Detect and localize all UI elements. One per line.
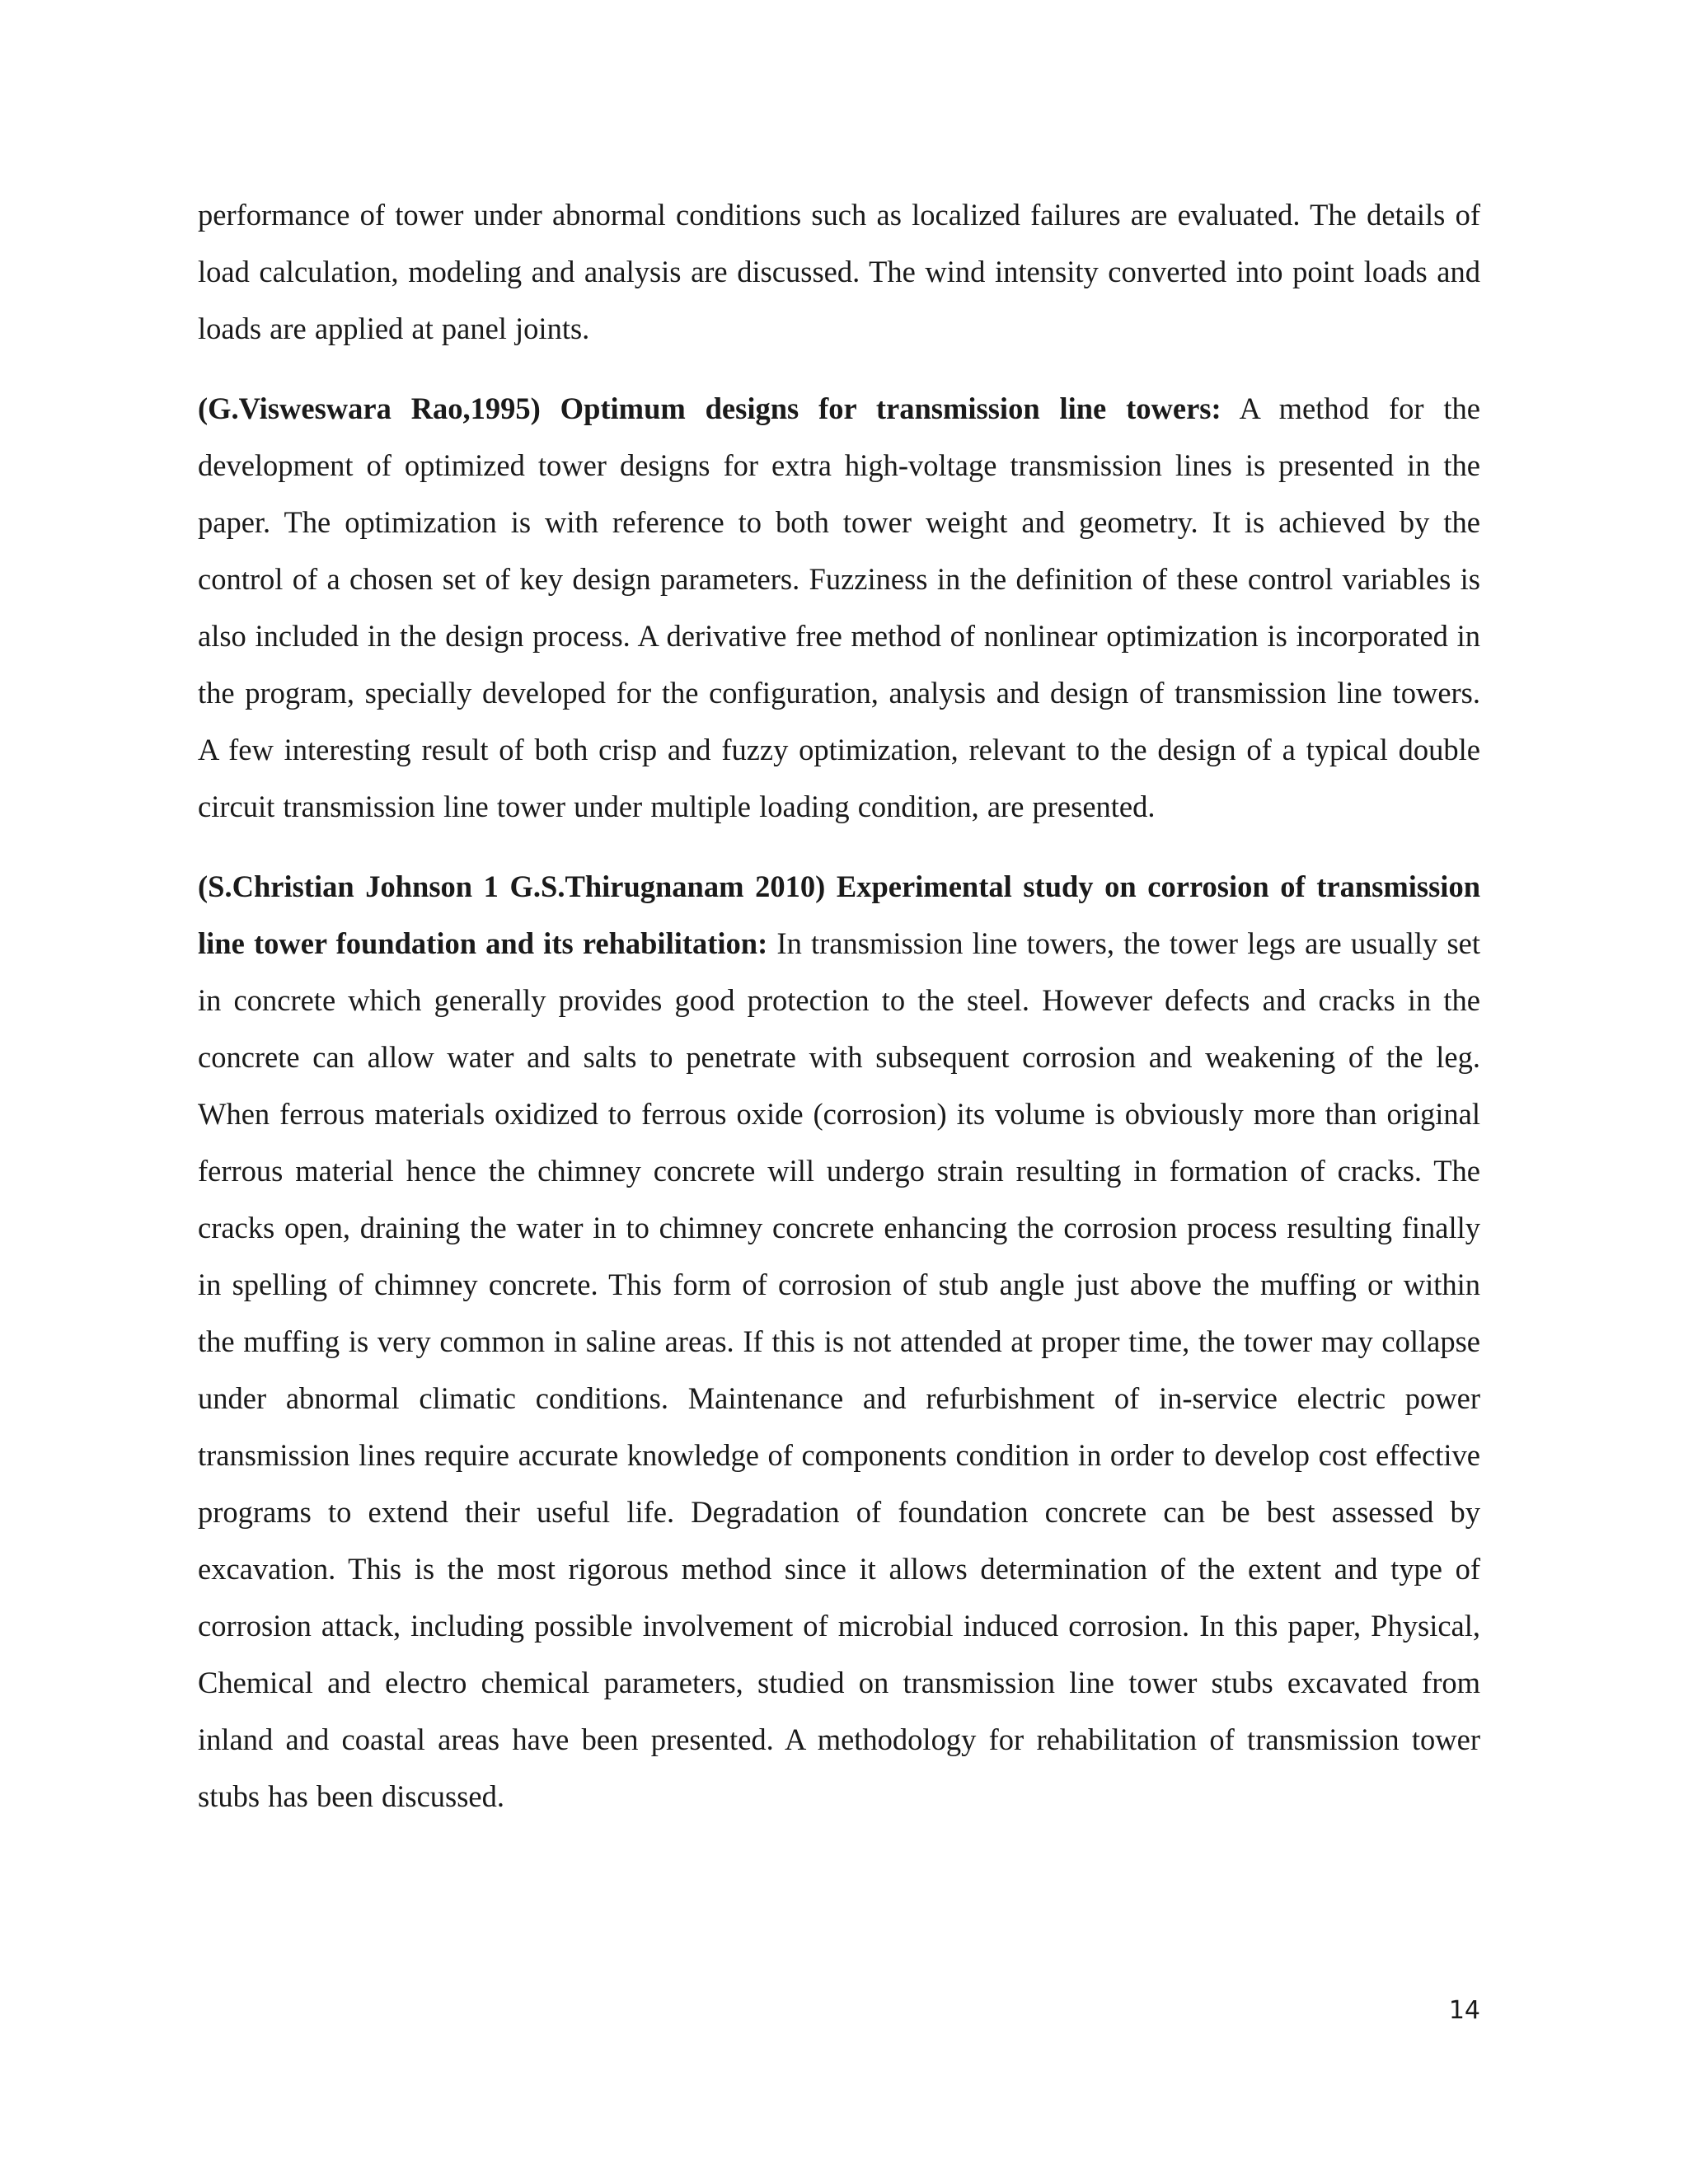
page-number: 14	[1448, 1996, 1480, 2025]
paragraph-continuation	[198, 186, 1480, 357]
paragraph-body: performance of tower under abnormal conditions such as localized failures are evaluated. The details of load calculation, modeling and analysis are discussed. The wind intensity converted into point loads and loads are applied at panel joints.	[198, 198, 1480, 345]
document-page	[198, 186, 1480, 1848]
paragraph-rao-1995	[198, 380, 1480, 835]
paragraph-body: In transmission line towers, the tower legs are usually set in concrete which generally provides good protection to the steel. However defects and cracks in the concrete can allow water and salts to penetrate with subsequent corrosion and weakening of the leg. When ferrous materials oxidized to ferrous oxide (corrosion) its volume is obviously more than original ferrous material hence the chimney concrete will undergo strain resulting in formation of cracks. The cracks open, draining the water in to chimney concrete enhancing the corrosion process resulting finally in spelling of chimney concrete. This form of corrosion of stub angle just above the muffing or within the muffing is very common in saline areas. If this is not attended at proper time, the tower may collapse under abnormal climatic conditions. Maintenance and refurbishment of in-service electric power transmission lines require accurate knowledge of components condition in order to develop cost effective programs to extend their useful life. Degradation of foundation concrete can be best assessed by excavation. This is the most rigorous method since it allows determination of the extent and type of corrosion attack, including possible involvement of microbial induced corrosion. In this paper, Physical, Chemical and electro chemical parameters, studied on transmission line tower stubs excavated from inland and coastal areas have been presented. A methodology for rehabilitation of transmission tower stubs has been discussed.	[198, 926, 1481, 1813]
paragraph-body: A method for the development of optimized tower designs for extra high-voltage transmission lines is presented in the paper. The optimization is with reference to both tower weight and geometry. It is achieved by the control of a chosen set of key design parameters. Fuzziness in the definition of these control variables is also included in the design process. A derivative free method of nonlinear optimization is incorporated in the program, specially developed for the configuration, analysis and design of transmission line towers. A few interesting result of both crisp and fuzzy optimization, relevant to the design of a typical double circuit transmission line tower under multiple loading condition, are presented.	[198, 391, 1481, 823]
paragraph-johnson-2010	[198, 858, 1480, 1825]
paragraph-heading: (G.Visweswara Rao,1995) Optimum designs for transmission line towers:	[198, 391, 1221, 425]
paragraph-heading: (S.Christian Johnson 1 G.S.Thirugnanam 2010) Experimental study on corrosion of transmission line tower foundation and its rehabilitation:	[198, 869, 1480, 960]
